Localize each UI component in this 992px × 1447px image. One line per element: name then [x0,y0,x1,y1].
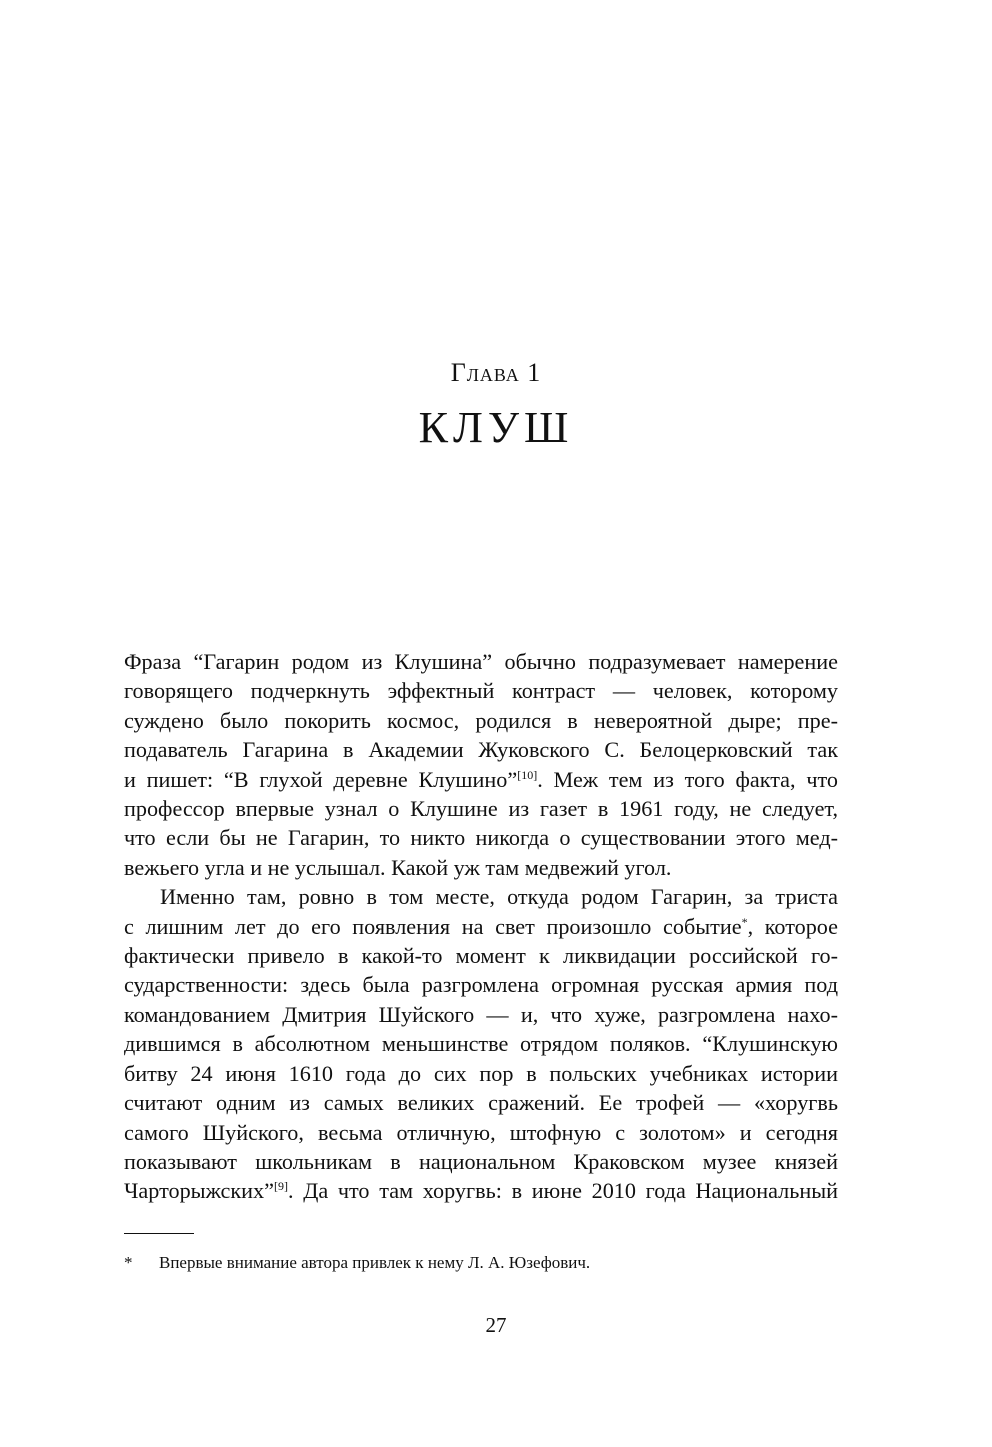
paragraph-2 [124,882,838,1205]
footnote-ref[interactable]: * [741,914,748,929]
page-number: 27 [485,1313,507,1337]
text-line: Именно там, ровно в том месте, откуда родом Гагарин, за триста [160,884,838,910]
text-line: подаватель Гагарина в Академии Жуковского С. Белоцерковский так [124,737,838,763]
text-line: показывают школьникам в национальном Краковском музее князей [124,1148,838,1174]
text-line: фактически привело в какой-то момент к ликвидации российской го- [124,943,838,969]
text-line: сударственности: здесь была разгромлена огромная русская армия под [124,972,838,998]
text-line: профессор впервые узнал о Клушине из газет в 1961 году, не следует, [124,796,838,822]
text-line: командованием Дмитрия Шуйского — и, что хуже, разгромлена нахо- [124,1001,838,1027]
text-line: с лишним лет до его появления на свет произошло событие*, которое [124,913,838,939]
text-line: Чарторыжских”[9]. Да что там хоругвь: в июне 2010 года Национальный [124,1178,838,1204]
footnote-divider [124,1233,194,1234]
text-line: самого Шуйского, весьма отличную, штофную с золотом» и сегодня [124,1119,838,1145]
text-line: что если бы не Гагарин, то никто никогда о существовании этого мед- [124,825,838,851]
chapter-label: Глава 1 [450,358,542,387]
text-line: суждено было покорить космос, родился в невероятной дыре; пре- [124,707,838,733]
citation-10[interactable]: [10] [517,767,538,782]
paragraph-1 [124,647,838,882]
text-line: и пишет: “В глухой деревне Клушино”[10]. Меж тем из того факта, что [124,766,838,792]
text-line: вежьего угла и не услышал. Какой уж там медвежий угол. [124,854,672,880]
text-line: считают одним из самых великих сражений. Ее трофей — «хоругвь [124,1090,838,1116]
text-line: битву 24 июня 1610 года до сих пор в польских учебниках истории [124,1060,838,1086]
footnote [124,1252,838,1274]
footnote-marker: * [124,1253,133,1272]
citation-9[interactable]: [9] [273,1179,288,1194]
footnote-text: Впервые внимание автора привлек к нему Л. А. Юзефович. [159,1253,591,1272]
chapter-title: КЛУШ [418,403,574,452]
text-line: говорящего подчеркнуть эффектный контраст — человек, которому [124,678,838,704]
text-line: дившимся в абсолютном меньшинстве отрядом поляков. “Клушинскую [124,1031,838,1057]
body-text [124,647,838,1206]
text-line: Фраза “Гагарин родом из Клушина” обычно подразумевает намерение [124,649,838,674]
